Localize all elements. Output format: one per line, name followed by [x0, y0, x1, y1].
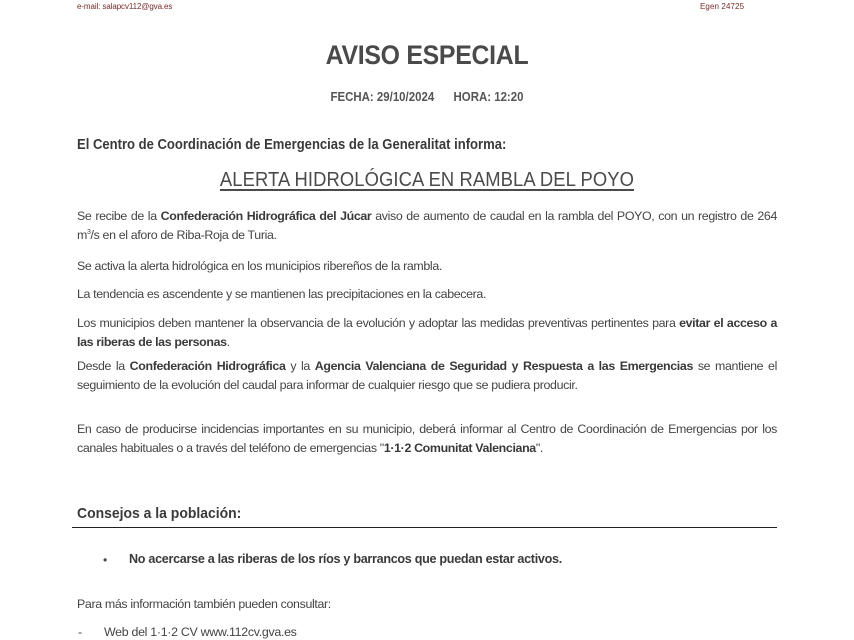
page-title: AVISO ESPECIAL: [325, 40, 529, 70]
text-run: y la: [285, 359, 315, 373]
web-link[interactable]: Web del 1·1·2 CV www.112cv.gva.es: [104, 625, 297, 639]
paragraph-monitoring: [77, 357, 777, 395]
header-egen-number: Egen 24725: [700, 2, 745, 11]
text-run: Desde la: [77, 359, 130, 373]
text-run: Se recibe de la: [77, 209, 161, 223]
text-run: .: [226, 335, 230, 349]
paragraph-trend: La tendencia es ascendente y se mantienen las precipitaciones en la cabecera.: [77, 287, 487, 301]
intro-heading: El Centro de Coordinación de Emergencias de la Generalitat informa:: [77, 137, 507, 153]
text-run: ".: [535, 441, 543, 455]
advice-item: No acercarse a las riberas de los ríos y barrancos que puedan estar activos.: [129, 552, 562, 566]
more-info-label: Para más información también pueden consultar:: [77, 597, 331, 611]
paragraph-municipalities: [77, 314, 777, 352]
dash-icon: -: [78, 625, 83, 639]
header-email: e-mail: salapcv112@gva.es: [77, 2, 173, 11]
paragraph-incidents: [77, 420, 777, 458]
date-time-line: [51, 89, 803, 104]
bold-text-avoid-access: evitar el acceso a las riberas de las personas: [77, 316, 777, 349]
bold-text-chj: Confederación Hidrográfica: [129, 359, 286, 373]
alert-title: ALERTA HIDROLÓGICA EN RAMBLA DEL POYO: [219, 169, 635, 191]
time-label: HORA: 12:20: [453, 89, 524, 104]
text-run: Los municipios deben mantener la observancia de la evolución y adoptar las medidas preventivas pertinentes para: [77, 316, 680, 330]
superscript: 3: [86, 228, 91, 236]
paragraph-alert-activated: Se activa la alerta hidrológica en los municipios ribereños de la rambla.: [77, 259, 442, 273]
paragraph-flow-report: [77, 207, 777, 245]
advice-heading: Consejos a la población:: [77, 505, 242, 522]
section-divider: [72, 527, 777, 528]
date-label: FECHA: 29/10/2024: [330, 89, 435, 104]
text-run: aviso de aumento de caudal en la rambla del POYO, con un registro de 264 m: [77, 209, 777, 242]
text-run: En caso de producirse incidencias importantes en su municipio, deberá informar al Centro de Coordinación de Emergencias por los canales habituales o a través del teléfono de emergencias ": [77, 422, 777, 455]
bullet-icon: •: [103, 553, 108, 567]
bold-text-chj: Confederación Hidrográfica del Júcar: [160, 209, 372, 223]
text-run: se mantiene el seguimiento de la evolución del caudal para informar de cualquier riesgo que se pudiera producir.: [77, 359, 777, 392]
text-run: /s en el aforo de Riba-Roja de Turia.: [90, 228, 277, 242]
bold-text-agency: Agencia Valenciana de Seguridad y Respuesta a las Emergencias: [314, 359, 693, 373]
bold-text-112: 1·1·2 Comunitat Valenciana: [383, 441, 536, 455]
